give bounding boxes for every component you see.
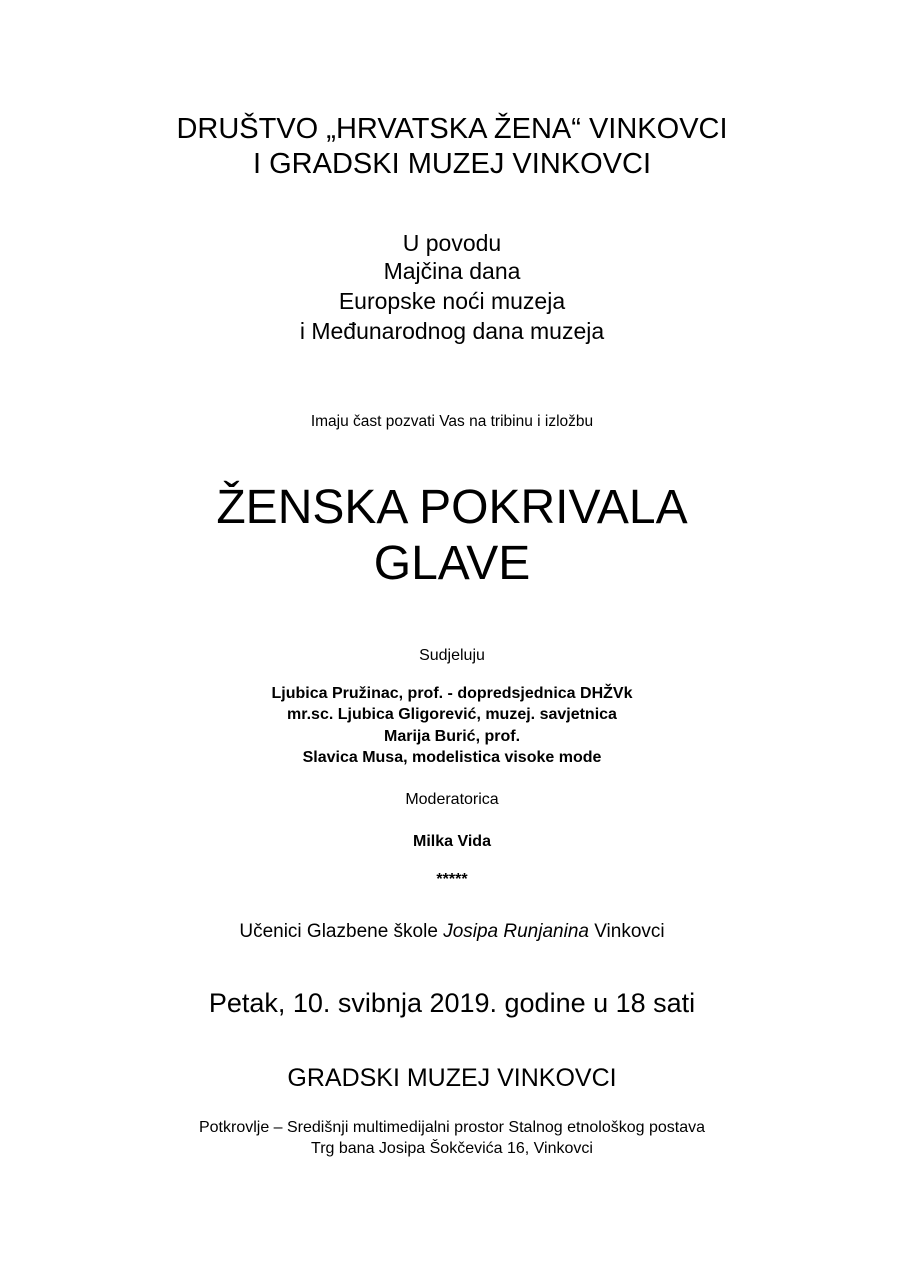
participant-4: Slavica Musa, modelistica visoke mode [302, 749, 602, 766]
organizer-line-2: I GRADSKI MUZEJ VINKOVCI [253, 148, 651, 180]
event-title-line-1: ŽENSKA POKRIVALA [216, 481, 688, 534]
moderator-name: Milka Vida [413, 833, 491, 850]
moderator-label: Moderatorica [405, 791, 499, 808]
occasion-line-4: i Međunarodnog dana muzeja [299, 318, 605, 344]
occasion-line-2: Majčina dana [383, 258, 521, 284]
address-line-2: Trg bana Josipa Šokčevića 16, Vinkovci [311, 1140, 593, 1157]
performers-line [0, 922, 904, 941]
occasion-line-1: U povodu [402, 230, 502, 256]
address-line-1: Potkrovlje – Središnji multimedijalni prostor Stalnog etnološkog postava [198, 1119, 706, 1136]
venue-name: GRADSKI MUZEJ VINKOVCI [287, 1064, 617, 1092]
participant-2: mr.sc. Ljubica Gligorević, muzej. savjetnica [287, 706, 617, 723]
organizer-line-1: DRUŠTVO „HRVATSKA ŽENA“ VINKOVCI [176, 113, 728, 145]
performers-prefix: Učenici Glazbene škole [239, 921, 444, 942]
participants-label: Sudjeluju [419, 647, 485, 664]
event-title-line-2: GLAVE [373, 537, 531, 590]
participant-1: Ljubica Pružinac, prof. - dopredsjednica DHŽVk [271, 685, 633, 702]
performers-suffix: Vinkovci [588, 921, 665, 942]
occasion-line-3: Europske noći muzeja [338, 288, 566, 314]
participant-3: Marija Burić, prof. [383, 728, 521, 745]
event-datetime: Petak, 10. svibnja 2019. godine u 18 sati [208, 988, 696, 1018]
performers-school-name: Josipa Runjanina [443, 921, 589, 942]
separator-stars: ***** [436, 871, 468, 888]
invitation-text: Imaju čast pozvati Vas na tribinu i izložbu [310, 413, 594, 430]
